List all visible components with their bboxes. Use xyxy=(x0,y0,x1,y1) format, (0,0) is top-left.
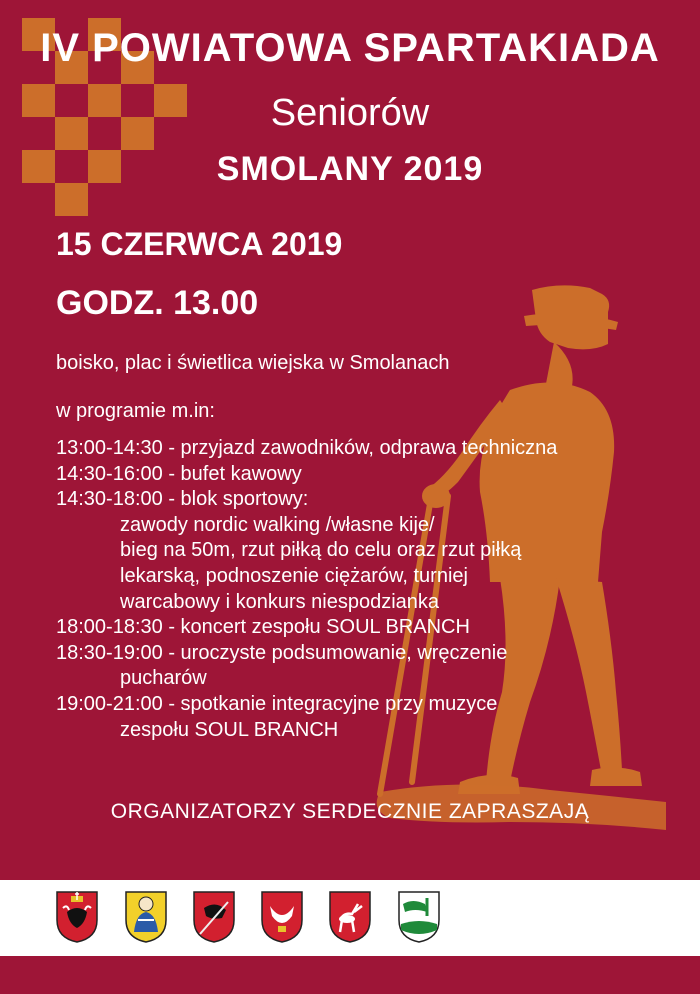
schedule-subitem: warcabowy i konkurs niespodzianka xyxy=(120,590,440,613)
event-place-year: SMOLANY 2019 xyxy=(216,150,484,188)
schedule-subitem: pucharów xyxy=(120,667,207,690)
venue-text: boisko, plac i świetlica wiejska w Smolanach xyxy=(56,352,450,374)
schedule-subitem: lekarską, podnoszenie ciężarów, turniej xyxy=(120,564,468,587)
schedule-item: 14:30-18:00 - blok sportowy: xyxy=(56,488,309,511)
invitation-text: ORGANIZATORZY SERDECZNIE ZAPRASZAJĄ xyxy=(110,800,590,823)
event-title: IV POWIATOWA SPARTAKIADA xyxy=(40,26,660,70)
schedule-item: 18:30-19:00 - uroczyste podsumowanie, wręczenie xyxy=(56,641,508,664)
crest-horn-icon xyxy=(260,890,304,944)
crest-arm-green-icon xyxy=(397,890,441,944)
schedule-subitem: zawody nordic walking /własne kije/ xyxy=(120,513,435,536)
program-label: w programie m.in: xyxy=(56,400,215,422)
schedule-subitem: bieg na 50m, rzut piłką do celu oraz rzut piłką xyxy=(120,539,522,562)
event-hour: GODZ. 13.00 xyxy=(56,284,259,322)
sponsor-crests-band xyxy=(0,880,700,956)
event-subtitle: Seniorów xyxy=(270,92,430,134)
schedule-item: 19:00-21:00 - spotkanie integracyjne przy muzyce xyxy=(56,692,498,715)
schedule-item: 13:00-14:30 - przyjazd zawodników, odprawa techniczna xyxy=(56,437,558,459)
schedule-item: 14:30-16:00 - bufet kawowy xyxy=(56,462,302,485)
crest-bull-head-icon xyxy=(55,890,99,944)
event-date: 15 CZERWCA 2019 xyxy=(56,226,343,262)
crest-boar-arrow-icon xyxy=(192,890,236,944)
crest-deer-icon xyxy=(328,890,372,944)
schedule-item: 18:00-18:30 - koncert zespołu SOUL BRANCH xyxy=(56,616,470,639)
schedule-subitem: zespołu SOUL BRANCH xyxy=(120,718,339,741)
schedule-list xyxy=(56,436,676,743)
crest-saint-figure-icon xyxy=(124,890,168,944)
